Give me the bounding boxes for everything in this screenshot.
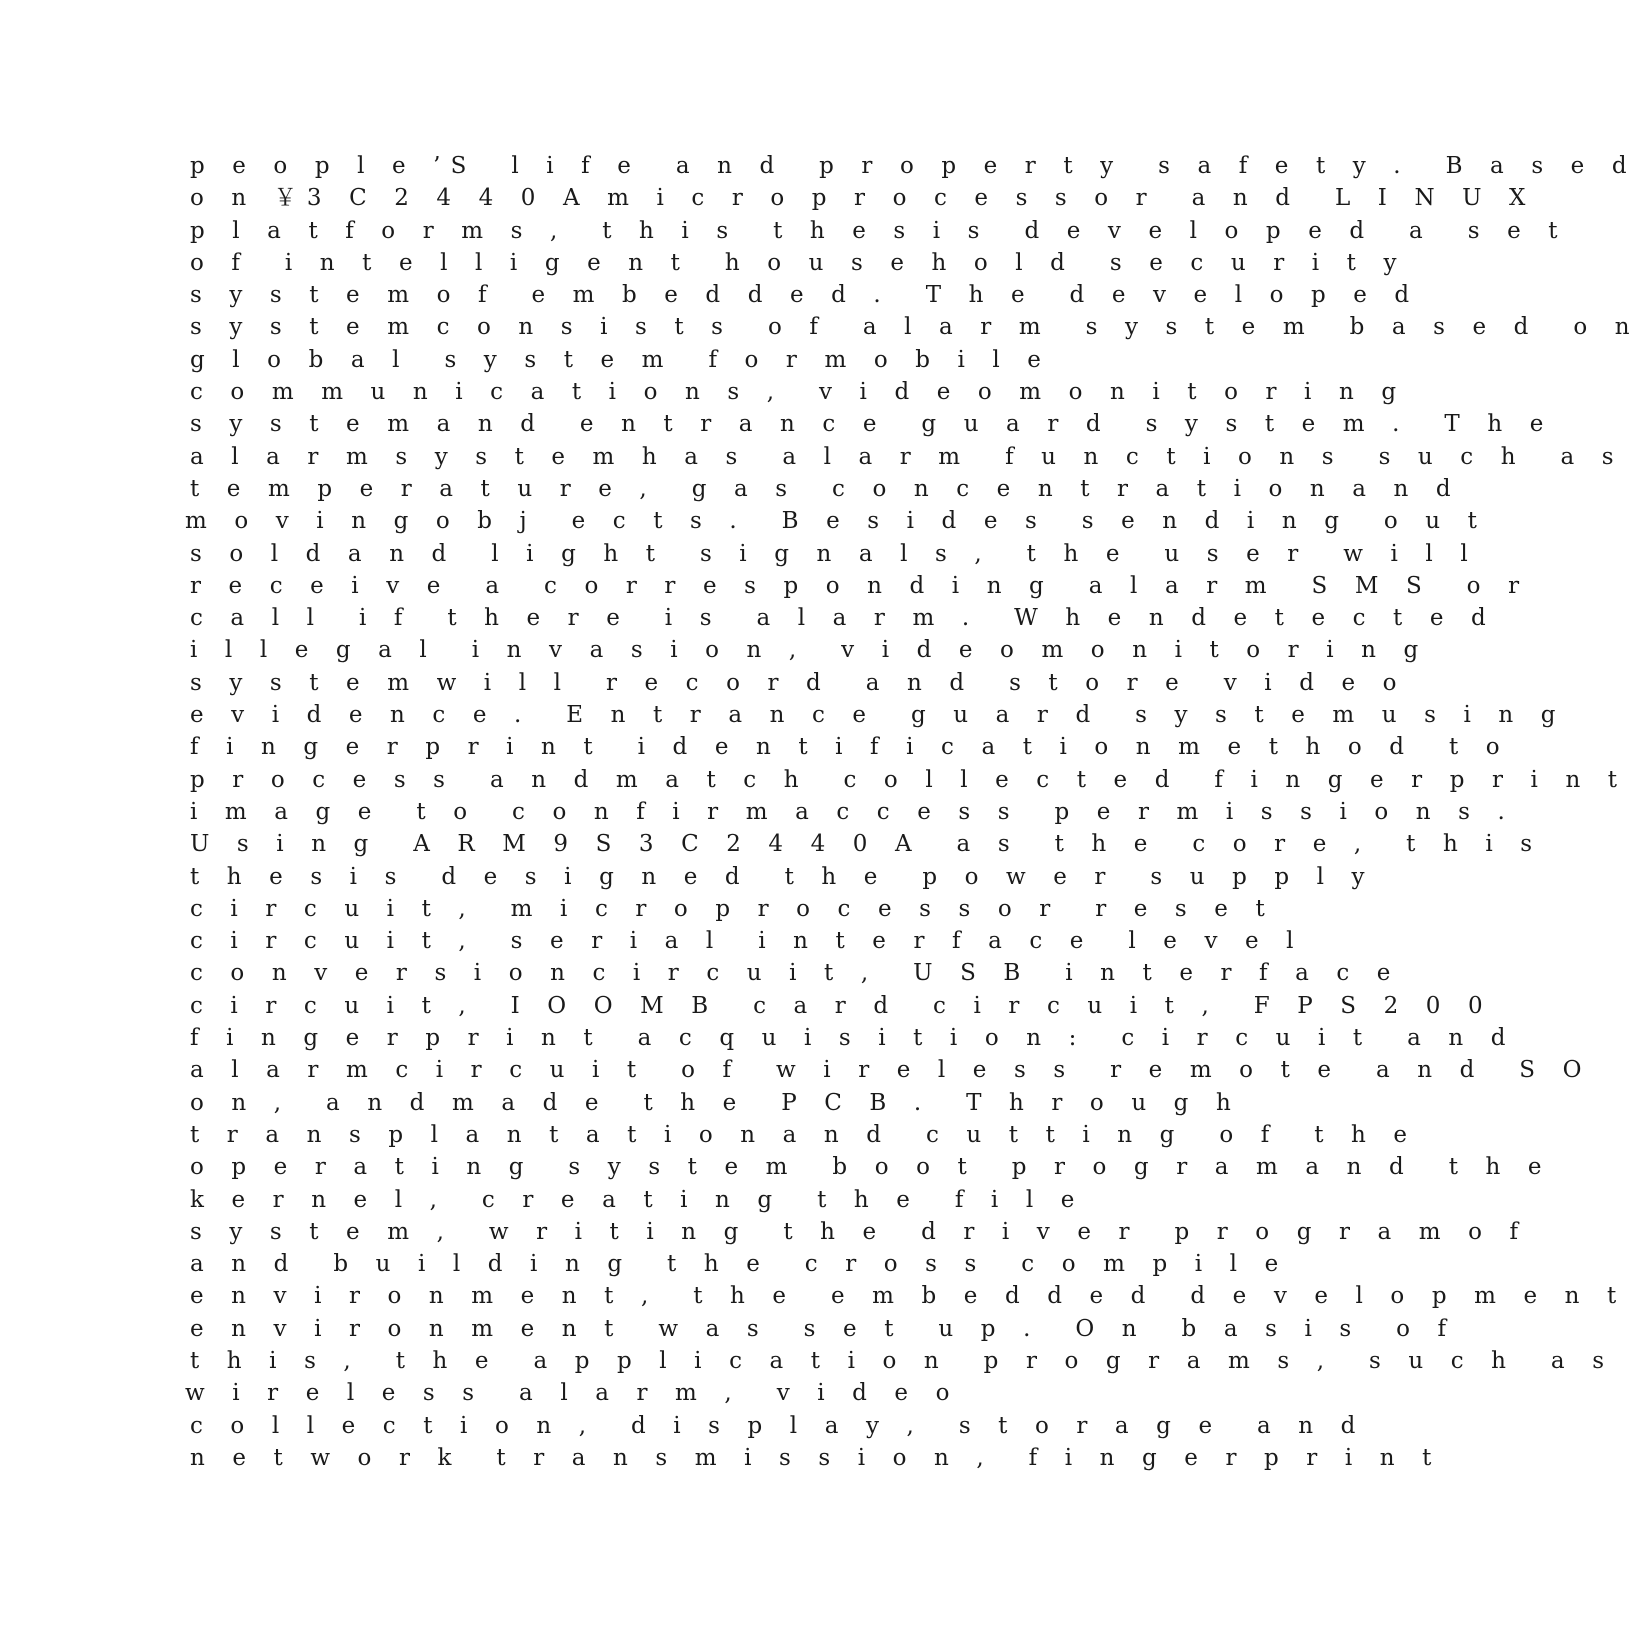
text-line: s o l d a n d l i g h t s i g n a l s , t h e u s e r w i l l [190,540,1478,567]
text-line: s y s t e m w i l l r e c o r d a n d s t o r e v i d e o [190,669,1407,696]
text-line: c i r c u i t , m i c r o p r o c e s s o r r e s e t [190,895,1275,922]
text-line: r e c e i v e a c o r r e s p o n d i n g a l a r m S M S o r [190,572,1530,599]
text-line: s y s t e m o f e m b e d d e d . T h e d e v e l o p e d [190,282,1420,309]
text-line: i l l e g a l i n v a s i o n , v i d e o m o n i t o r i n g [190,637,1429,664]
text-line: o f i n t e l l i g e n t h o u s e h o l d s e c u r i t y [190,249,1407,276]
text-line: o n ￥3 C 2 4 4 0 A m i c r o p r o c e s s o r a n d L I N U X [190,185,1536,212]
text-line: p r o c e s s a n d m a t c h c o l l e c t e d f i n g e r p r i n t [190,766,1628,793]
text-line: c o m m u n i c a t i o n s , v i d e o m o n i t o r i n g [190,379,1407,406]
text-line: c i r c u i t , s e r i a l i n t e r f a c e l e v e l [190,928,1304,955]
text-line: c o n v e r s i o n c i r c u i t , U S B i n t e r f a c e [190,960,1401,987]
text-line: i m a g e t o c o n f i r m a c c e s s p e r m i s s i o n s . [190,798,1515,825]
text-line: o n , a n d m a d e t h e P C B . T h r o u g h [190,1089,1241,1116]
text-line: t r a n s p l a n t a t i o n a n d c u t t i n g o f t h e [190,1121,1418,1148]
text-line: w i r e l e s s a l a r m , v i d e o [185,1380,960,1407]
text-line: a l a r m s y s t e m h a s a l a r m f u n c t i o n s s u c h a s [190,443,1624,470]
text-line: t e m p e r a t u r e , g a s c o n c e n t r a t i o n a n d [190,475,1461,502]
text-line: f i n g e r p r i n t i d e n t i f i c a t i o n m e t h o d t o [190,734,1510,761]
text-line: p e o p l e ’S l i f e a n d p r o p e r t y s a f e t y . B a s e d [190,153,1637,179]
text-line: t h i s , t h e a p p l i c a t i o n p r o g r a m s , s u c h a s [190,1347,1615,1374]
text-line: m o v i n g o b j e c t s . B e s i d e s s e n d i n g o u t [185,508,1488,535]
text-line: k e r n e l , c r e a t i n g t h e f i l e [190,1186,1085,1213]
text-line: a l a r m c i r c u i t o f w i r e l e s s r e m o t e a n d S O [190,1057,1592,1084]
text-line: s y s t e m , w r i t i n g t h e d r i v e r p r o g r a m o f [190,1218,1529,1245]
text-line: c i r c u i t , I O O M B c a r d c i r c u i t , F P S 2 0 0 [190,992,1493,1019]
text-line: t h e s i s d e s i g n e d t h e p o w e r s u p p l y [190,863,1375,890]
text-line: c a l l i f t h e r e i s a l a r m . W h e n d e t e c t e d [190,605,1496,632]
text-line: s y s t e m a n d e n t r a n c e g u a r d s y s t e m . T h e [190,411,1554,438]
text-line: f i n g e r p r i n t a c q u i s i t i o n : c i r c u i t a n d [190,1025,1516,1052]
text-line: a n d b u i l d i n g t h e c r o s s c o m p i l e [190,1251,1289,1278]
text-line: e n v i r o n m e n t w a s s e t u p . O n b a s i s o f [190,1315,1457,1342]
text-line: c o l l e c t i o n , d i s p l a y , s t o r a g e a n d [190,1412,1366,1439]
text-line: e n v i r o n m e n t , t h e e m b e d d e d d e v e l o p m e n t [190,1283,1627,1310]
text-line: e v i d e n c e . E n t r a n c e g u a r d s y s t e m u s i n g [190,702,1566,729]
text-line: s y s t e m c o n s i s t s o f a l a r m s y s t e m b a s e d o n [190,314,1640,341]
text-line: n e t w o r k t r a n s m i s s i o n , f i n g e r p r i n t [190,1444,1442,1471]
text-line: g l o b a l s y s t e m f o r m o b i l e [190,346,1052,373]
text-line: p l a t f o r m s , t h i s t h e s i s d e v e l o p e d a s e t [190,217,1568,244]
text-line: U s i n g A R M 9 S 3 C 2 4 4 0 A a s t h e c o r e , t h i s [190,831,1543,858]
text-line: o p e r a t i n g s y s t e m b o o t p r o g r a m a n d t h e [190,1154,1552,1181]
abstract-text-block [185,150,1640,1474]
